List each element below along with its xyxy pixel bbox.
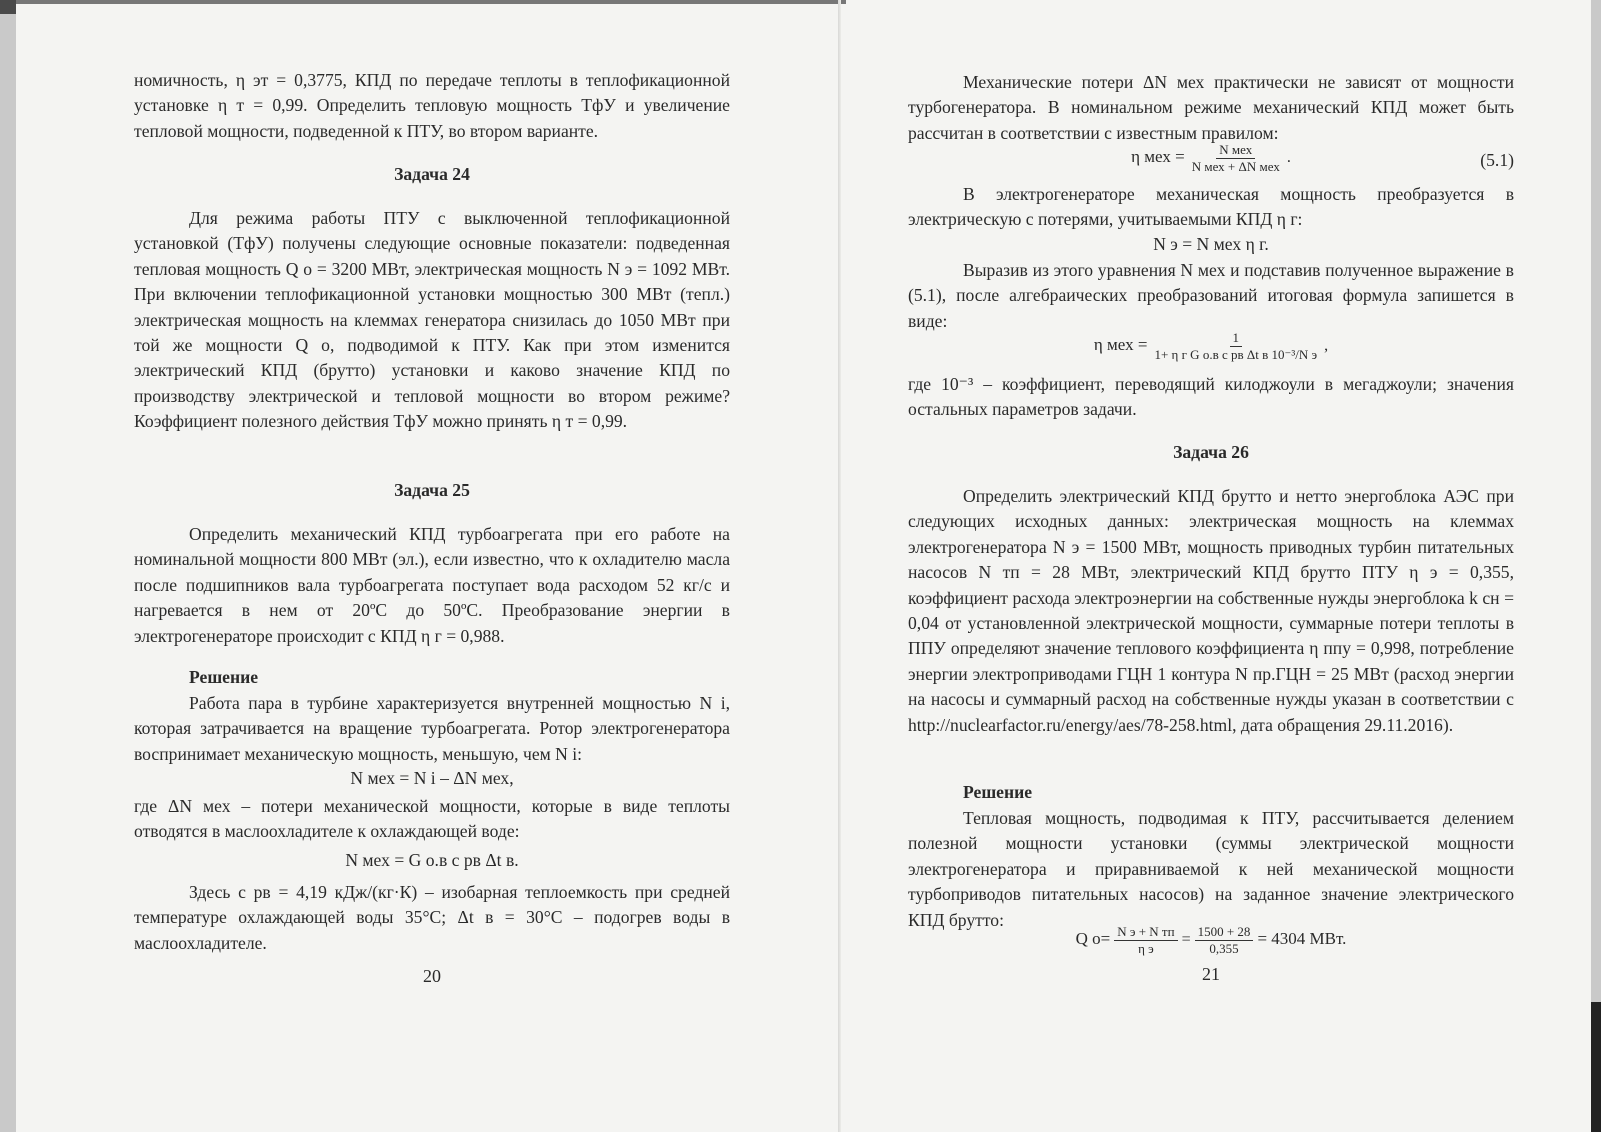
page-number-right: 21 [1202,964,1220,984]
coefficient-paragraph: где 10⁻³ – коэффициент, переводящий килоджоули в мегаджоули; значения остальных параметров задачи. [908,374,1514,420]
formula-5-1-fraction [1189,142,1283,175]
mech-losses-paragraph: Механические потери ΔN мех практически не зависят от мощности турбогенератора. В номинальном режиме механический КПД может быть рассчитан в соответствии с известным правилом: [908,72,1514,143]
scan-corner-shadow-bottom [1591,1002,1601,1132]
task25-text: Определить механический КПД турбоагрегата при его работе на номинальной мощности 800 МВт (эл.), если известно, что к охладителю масла после подшипников вала турбоагрегата поступает вода расходом 52 кг/с и нагревается в нем от 20ºС до 50ºС. Преобразование энергии в электрогенераторе происходит с КПД η г = 0,988. [134,524,730,646]
task24-heading: Задача 24 [394,164,470,184]
generator-paragraph: В электрогенераторе механическая мощность преобразуется в электрическую с потерями, учитываемыми КПД η г: [908,184,1514,230]
solution-paragraph-3: Здесь c рв = 4,19 кДж/(кг·К) – изобарная теплоемкость при средней температуре охлаждающей воды 35°С; Δt в = 30°С – подогрев воды в маслоохладителе. [134,882,730,953]
fraction-numerator: N мех [1216,142,1255,159]
page-number-left: 20 [423,966,441,986]
fraction-numerator: N э + N тп [1114,924,1177,941]
formula-q0-fraction-2 [1195,924,1254,957]
formula-5-1-lhs: η мех = [1131,147,1185,167]
book-fold [838,0,841,1132]
formula-final-tail: , [1324,337,1329,355]
formula-5-1-tail: . [1286,149,1291,167]
formula-n-mech: N мех = N i – ΔN мех, [350,768,514,788]
fraction-denominator: η э [1138,941,1154,956]
task26-text: Определить электрический КПД брутто и нетто энергоблока АЭС при следующих исходных данных: электрическая мощность на клеммах электрогенератора N э = 1500 МВт, мощность приводных турбин питательных насосов N тп = 28 МВт, электрический КПД брутто ПТУ η э = 0,355, коэффициент расхода электроэнергии на собственные нужды энергоблока k сн = 0,04 от установленной электрической мощности, суммарные потери теплоты в ППУ определяют значение теплового коэффициента η ппу = 0,998, потребление энергии электроприводами ГЦН 1 контура N пр.ГЦН = 25 МВт (расход энергии на насосы и суммарный расход на собственные нужды указан в соответствии с http://nuclearfactor.ru/energy/aes/78-258.html, дата обращения 29.11.2016). [908,486,1514,735]
derivation-paragraph: Выразив из этого уравнения N мех и подставив полученное выражение в (5.1), после алгебраических преобразований итоговая формула запишется в виде: [908,260,1514,331]
solution-paragraph-2: где ΔN мех – потери механической мощности, которые в виде теплоты отводятся в маслоохладителе к охлаждающей воде: [134,796,730,842]
formula-n-mech-heat: N мех = G о.в c рв Δt в. [345,850,519,870]
scan-top-edge [16,0,846,4]
equation-number: (5.1) [1480,150,1514,170]
solution-heading: Решение [189,667,259,687]
fraction-numerator: 1 [1230,330,1243,347]
task24-text: Для режима работы ПТУ с выключенной теплофикационной установкой (ТфУ) получены следующие основные показатели: подведенная тепловая мощность Q о = 3200 МВт, электрическая мощность N э = 1092 МВт. При включении теплофикационной установки мощностью 300 МВт (тепл.) электрическая мощность на клеммах генератора снизилась до 1050 МВт при той же мощности Q о, подводимой к ПТУ. Как при этом изменится электрический КПД (брутто) установки и каково значение КПД по производству электрической и тепловой мощности во втором режиме? Коэффициент полезного действия ТфУ можно принять η т = 0,99. [134,208,730,432]
continuation-paragraph: номичность, η эт = 0,3775, КПД по передаче теплоты в теплофикационной установке η т = 0,99. Определить тепловую мощность ТфУ и увеличение тепловой мощности, подведенной к ПТУ, во втором варианте. [134,70,730,141]
formula-q0-result: = 4304 МВт. [1257,929,1347,949]
formula-q0-fraction-1 [1114,924,1177,957]
solution-paragraph-1: Работа пара в турбине характеризуется внутренней мощностью N i, которая затрачивается на вращение турбоагрегата. Ротор электрогенератора воспринимает механическую мощность, меньшую, чем N i: [134,693,730,764]
formula-5-1 [908,140,1514,180]
formula-q0-eq: = [1181,931,1191,949]
fraction-denominator: N мех + ΔN мех [1191,159,1280,174]
fraction-denominator: 1+ η г G о.в c рв Δt в 10⁻³/N э [1154,347,1318,362]
task25-heading: Задача 25 [394,480,470,500]
formula-eta-mech-final [908,330,1514,363]
fraction-denominator: 0,355 [1209,941,1239,956]
formula-q0 [908,924,1514,957]
formula-n-e: N э = N мех η г. [1153,234,1269,254]
formula-final-fraction [1151,330,1320,363]
solution-heading-right: Решение [963,782,1033,802]
formula-q0-lhs: Q о= [1075,929,1111,949]
book-spread [16,0,1591,1132]
solution-text-right: Тепловая мощность, подводимая к ПТУ, рассчитывается делением полезной мощности установки (суммы электрической мощности электрогенератора и приравниваемой к ней механической мощности турбоприводов питательных насосов) на заданное значение электрического КПД брутто: [908,808,1514,930]
fraction-numerator: 1500 + 28 [1195,924,1254,941]
task26-heading: Задача 26 [1173,442,1249,462]
formula-final-lhs: η мех = [1093,335,1148,355]
scan-corner-shadow [0,0,16,14]
